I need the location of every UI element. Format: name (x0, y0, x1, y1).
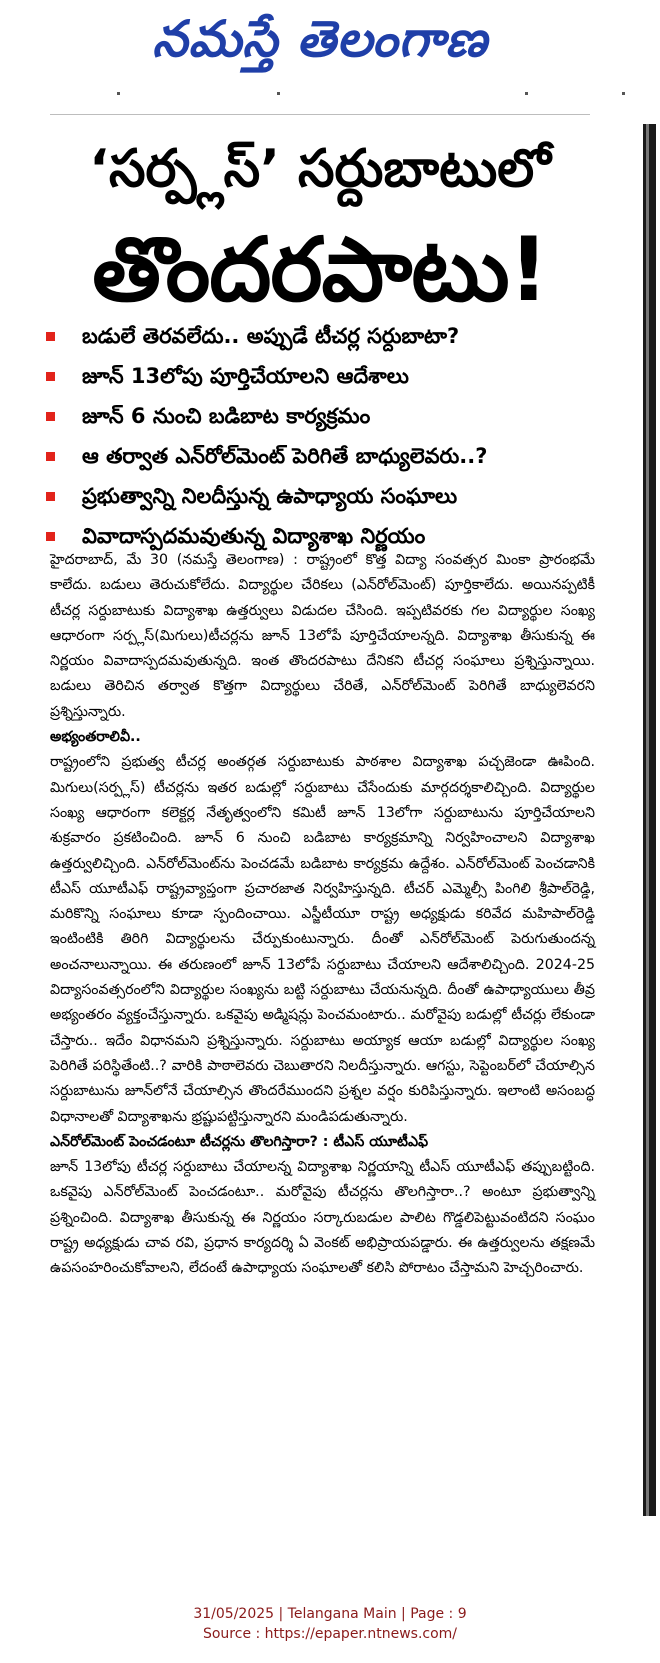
highlight-text: జూన్ 6 నుంచి బడిబాట కార్యక్రమం (82, 404, 371, 428)
highlights-list (44, 316, 604, 556)
highlight-item (44, 396, 604, 436)
article-paragraph: హైదరాబాద్, మే 30 (నమస్తే తెలంగాణ) : రాష్ట్రంలో కొత్త విద్యా సంవత్సర మింకా ప్రారంభమే కాలేదు. బడులు తెరుచుకోలేదు. విద్యార్థుల చేరికలు (ఎన్‌రోల్‌మెంట్) పూర్తికాలేదు. అయినప్పటికీ టీచర్ల సర్దుబాటుకు విద్యాశాఖ ఉత్తర్వులు విడుదల చేసింది. ఇప్పటివరకు గల విద్యార్థుల సంఖ్య ఆధారంగా సర్ప్లస్(మిగులు)టీచర్లను జూన్ 13లోపే పూర్తిచేయాలన్నది. విద్యాశాఖ తీసుకున్న ఈ నిర్ణయం వివాదాస్పదమవుతున్నది. ఇంత తొందరపాటు దేనికని టీచర్ల సంఘాలు ప్రశ్నిస్తున్నాయి. బడులు తెరిచిన తర్వాత కొత్తగా విద్యార్థులు చేరితే, ఎన్‌రోల్‌మెంట్ పెరిగితే బాధ్యులెవరని ప్రశ్నిస్తున్నారు. (50, 552, 595, 720)
bullet-square-icon (46, 372, 55, 381)
article-paragraph: జూన్ 13లోపు టీచర్ల సర్దుబాటు చేయాలన్న విద్యాశాఖ నిర్ణయాన్ని టీఎస్ యూటీఎఫ్ తప్పుబట్టింది. ఒకవైపు ఎన్‌రోల్‌మెంట్ పెంచడంటూ.. మరోవైపు టీచర్లను తొలగిస్తారా..? అంటూ ప్రభుత్వాన్ని ప్రశ్నించింది. విద్యాశాఖ తీసుకున్న ఈ నిర్ణయం సర్కారుబడుల పాలిట గొడ్డలిపెట్టువంటిదని సంఘం రాష్ట్ర అధ్యక్షుడు చావ రవి, ప్రధాన కార్యదర్శి ఏ వెంకట్ అభిప్రాయపడ్డారు. ఈ ఉత్తర్వులను తక్షణమే ఉపసంహరించుకోవాలని, లేదంటే ఉపాధ్యాయ సంఘాలతో కలిసి పోరాటం చేస్తామని హెచ్చరించారు. (50, 1159, 595, 1277)
highlight-text: బడులే తెరవలేదు.. అప్పుడే టీచర్ల సర్దుబాటా? (82, 324, 460, 348)
page-footer (0, 1604, 660, 1644)
article-subheading: అభ్యంతరాలివీ.. (50, 729, 141, 746)
article-subheading: ఎన్‌రోల్‌మెంట్ పెంచడంటూ టీచర్లను తొలగిస్తారా? : టీఎస్ యూటీఎఫ్ (50, 1133, 429, 1150)
highlight-text: వివాదాస్పదమవుతున్న విద్యాశాఖ నిర్ణయం (82, 524, 426, 548)
masthead-divider (50, 114, 590, 115)
footer-edition-info: 31/05/2025 | Telangana Main | Page : 9 (193, 1606, 467, 1622)
bullet-square-icon (46, 492, 55, 501)
adjacent-column-edge (643, 124, 656, 1516)
highlight-text: ప్రభుత్వాన్ని నిలదీస్తున్న ఉపాధ్యాయ సంఘాలు (82, 484, 458, 508)
headline-line-2: తొందరపాటు! (92, 218, 548, 321)
bullet-square-icon (46, 332, 55, 341)
highlight-item (44, 436, 604, 476)
bullet-square-icon (46, 532, 55, 541)
highlight-text: ఆ తర్వాత ఎన్‌రోల్‌మెంట్ పెరిగితే బాధ్యులెవరు..? (82, 444, 488, 468)
masthead-marks (0, 92, 660, 98)
article-body (50, 548, 595, 1282)
masthead-title: నమస్తే తెలంగాణ (152, 10, 488, 68)
masthead (0, 0, 660, 100)
highlight-text: జూన్ 13లోపు పూర్తిచేయాలని ఆదేశాలు (82, 364, 409, 388)
highlight-item (44, 316, 604, 356)
highlight-item (44, 356, 604, 396)
highlight-item (44, 476, 604, 516)
headline-line-1: ‘సర్ప్లస్’ సర్దుబాటులో (89, 139, 551, 199)
bullet-square-icon (46, 412, 55, 421)
footer-source: Source : https://epaper.ntnews.com/ (202, 1626, 458, 1642)
article-paragraph: రాష్ట్రంలోని ప్రభుత్వ టీచర్ల అంతర్గత సర్దుబాటుకు పాఠశాల విద్యాశాఖ పచ్చజెండా ఊపింది. మిగులు(సర్ప్లస్) టీచర్లను ఇతర బడుల్లో సర్దుబాటు చేసేందుకు మార్గదర్శకాలిచ్చింది. విద్యార్థుల సంఖ్య ఆధారంగా కలెక్టర్ల నేతృత్వంలోని కమిటీ జూన్ 13లోగా సర్దుబాటును పూర్తిచేయాలని శుక్రవారం ప్రకటించింది. జూన్ 6 నుంచి బడిబాట కార్యక్రమాన్ని నిర్వహించాలని విద్యాశాఖ ఉత్తర్వులిచ్చింది. ఎన్‌రోల్‌మెంట్‌ను పెంచడమే బడిబాట కార్యక్రమ ఉద్దేశం. ఎన్‌రోల్‌మెంట్ పెంచడానికి టీఎస్ యూటీఎఫ్ రాష్ట్రవ్యాప్తంగా ప్రచారజాత నిర్వహిస్తున్నది. టీచర్ ఎమ్మెల్సీ పింగిలి శ్రీపాల్‌రెడ్డి, మరికొన్ని సంఘాలు కూడా స్పందించాయి. ఎస్జీటీయూ రాష్ట్ర అధ్యక్షుడు కరివేద మహిపాల్‌రెడ్డి ఇంటింటికి తిరిగి విద్యార్థులను చేర్పుకుంటున్నారు. దీంతో ఎన్‌రోల్‌మెంట్ పెరుగుతుందన్న అంచనాలున్నాయి. ఈ తరుణంలో జూన్ 13లోపే సర్దుబాటు చేయాలని ఆదేశాలిచ్చింది. 2024-25 విద్యాసంవత్సరంలోని విద్యార్థుల సంఖ్యను బట్టి సర్దుబాటు చేయనున్నది. దీంతో ఉపాధ్యాయులు తీవ్ర అభ్యంతరం వ్యక్తంచేస్తున్నారు. ఒకవైపు అడ్మిషన్లు పెంచమంటారు.. మరోవైపు బడుల్లో టీచర్లు లేకుండా చేస్తారు.. ఇదేం విధానమని ప్రశ్నిస్తున్నారు. సర్దుబాటు అయ్యాక ఆయా బడుల్లో విద్యార్థుల సంఖ్య పెరిగితే పరిస్థితేంటి..? వారికి పాఠాలెవరు చెబుతారని నిలదీస్తున్నారు. ఆగస్టు, సెప్టెంబర్‌లో చేయాల్సిన సర్దుబాటును జూన్‌లోనే చేయాల్సిన తొందరేముందని ప్రశ్నల వర్షం కురిపిస్తున్నారు. ఇలాంటి అసంబద్ధ విధానాలతో విద్యాశాఖను భ్రష్టుపట్టిస్తున్నారని మండిపడుతున్నారు. (50, 754, 595, 1125)
bullet-square-icon (46, 452, 55, 461)
